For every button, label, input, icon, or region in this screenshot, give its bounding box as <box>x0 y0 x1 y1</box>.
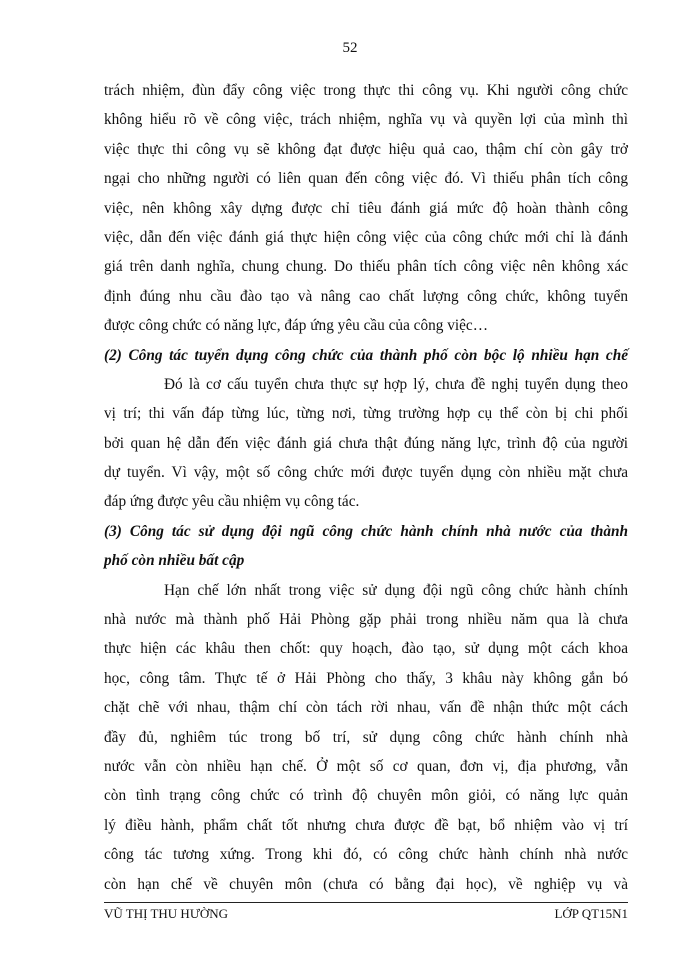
paragraph-line: lý điều hành, phẩm chất tốt nhưng chưa được đề bạt, bổ nhiệm vào vị trí <box>104 816 628 834</box>
paragraph-line: định đúng nhu cầu đào tạo và nâng cao chất lượng công chức, không tuyển <box>104 287 628 305</box>
paragraph-line: đáp ứng được yêu cầu nhiệm vụ công tác. <box>104 493 360 511</box>
paragraph-line: dự tuyển. Vì vậy, một số công chức mới được tuyển dụng còn nhiều mặt chưa <box>104 464 628 482</box>
paragraph-line: nhà nước mà thành phố Hải Phòng gặp phải trong nhiều năm qua là chưa <box>104 611 628 629</box>
footer-author: VŨ THỊ THU HƯỜNG <box>104 906 229 921</box>
paragraph-line: việc, dẫn đến việc đánh giá thực hiện công việc của công chức mới chỉ là đánh <box>104 228 628 246</box>
paragraph-line: việc thực thi công vụ sẽ không đạt được hiệu quả cao, thậm chí còn gây trở <box>104 140 628 158</box>
paragraph-line: trách nhiệm, đùn đẩy công việc trong thực thi công vụ. Khi người công chức <box>104 82 628 99</box>
section-heading-line: phố còn nhiều bất cập <box>104 552 245 570</box>
paragraph-line: nước vẫn còn nhiều hạn chế. Ở một số cơ quan, đơn vị, địa phương, vẫn <box>104 757 628 775</box>
paragraph-line: Hạn chế lớn nhất trong việc sử dụng đội ngũ công chức hành chính <box>164 581 628 599</box>
paragraph-line: ngại cho những người có liên quan đến công việc đó. Vì thiếu phân tích công <box>104 170 628 188</box>
paragraph-line: còn tình trạng công chức có trình độ chuyên môn giỏi, có năng lực quản <box>104 787 628 805</box>
body-text <box>104 76 628 899</box>
paragraph-line: vị trí; thi vấn đáp từng lúc, từng nơi, từng trường hợp cụ thể còn bị chi phối <box>104 405 628 423</box>
paragraph-line: đầy đủ, nghiêm túc trong bố trí, sử dụng công chức hành chính nhà <box>104 728 628 746</box>
paragraph-line: được công chức có năng lực, đáp ứng yêu cầu của công việc… <box>104 317 489 335</box>
paragraph-line: còn hạn chế về chuyên môn (chưa có bằng đại học), về nghiệp vụ và <box>104 875 628 893</box>
paragraph-line: không hiểu rõ về công việc, trách nhiệm, nghĩa vụ và quyền lợi của mình thì <box>104 111 628 129</box>
paragraph-line: công tác tương xứng. Trong khi đó, có công chức hành chính nhà nước <box>104 846 628 864</box>
footer-class-code: LỚP QT15N1 <box>554 906 628 921</box>
paragraph-line: học, công tâm. Thực tế ở Hải Phòng cho thấy, 3 khâu này không gắn bó <box>104 669 628 687</box>
section-heading-line: (3) Công tác sử dụng đội ngũ công chức hành chính nhà nước của thành <box>104 522 628 540</box>
section-heading-line: (2) Công tác tuyển dụng công chức của thành phố còn bộc lộ nhiều hạn chế <box>104 346 628 364</box>
paragraph-line: bởi quan hệ dẫn đến việc đánh giá chưa thật đúng năng lực, trình độ của người <box>104 434 628 452</box>
footer-divider <box>104 902 628 903</box>
paragraph-line: Đó là cơ cấu tuyển chưa thực sự hợp lý, chưa đề nghị tuyển dụng theo <box>164 375 628 393</box>
page-number: 52 <box>342 40 358 56</box>
paragraph-line: việc, nên không xây dựng được chỉ tiêu đánh giá mức độ hoàn thành công <box>104 199 628 217</box>
paragraph-line: chặt chẽ với nhau, thậm chí còn tách rời nhau, vấn đề nhận thức một cách <box>104 699 628 717</box>
paragraph-line: thực hiện các khâu then chốt: quy hoạch, đào tạo, sử dụng một cách khoa <box>104 640 628 658</box>
paragraph-line: giá trên danh nghĩa, chung chung. Do thiếu phân tích công việc nên không xác <box>104 258 628 276</box>
